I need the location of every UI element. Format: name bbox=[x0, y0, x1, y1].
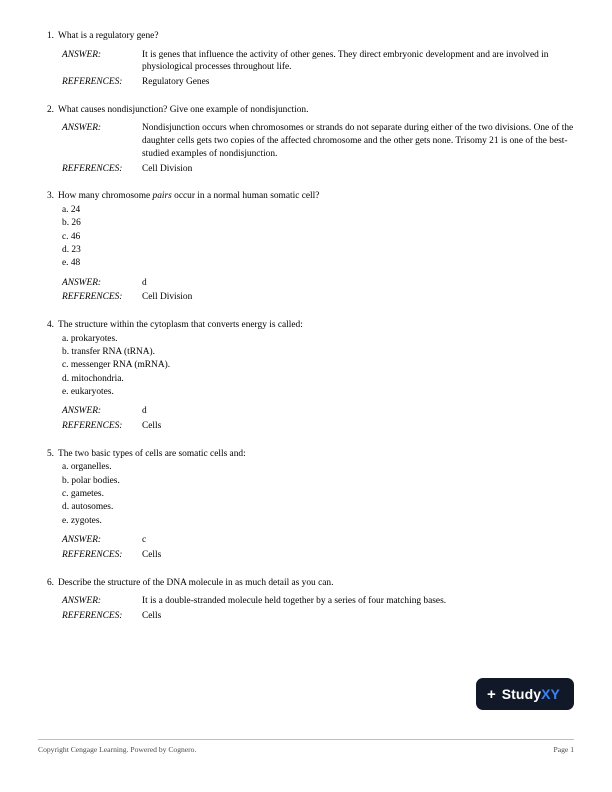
references-row bbox=[42, 163, 574, 176]
question-line bbox=[42, 577, 574, 590]
references-label: REFERENCES: bbox=[62, 421, 123, 432]
studyxy-logo bbox=[476, 678, 574, 710]
question-text: The structure within the cytoplasm that converts energy is called: bbox=[58, 319, 303, 330]
question-number: 4. bbox=[46, 319, 54, 330]
answer-row bbox=[42, 122, 574, 160]
choice-item[interactable]: e. eukaryotes. bbox=[62, 387, 114, 398]
choice-item[interactable]: b. transfer RNA (tRNA). bbox=[62, 347, 155, 357]
answer-value: c bbox=[142, 535, 147, 546]
question-line bbox=[42, 190, 574, 203]
choice-item[interactable]: b. polar bodies. bbox=[62, 475, 120, 486]
logo-wordmark bbox=[502, 686, 560, 702]
logo-name: Study bbox=[501, 686, 542, 702]
page-footer bbox=[38, 745, 574, 754]
choice-item[interactable]: c. 46 bbox=[62, 231, 81, 242]
choice-list bbox=[42, 204, 574, 271]
answer-value: It is a double-stranded molecule held together by a series of four matching bases. bbox=[142, 596, 447, 607]
question-block bbox=[42, 319, 574, 433]
answer-label: ANSWER: bbox=[62, 123, 102, 134]
question-block bbox=[42, 448, 574, 562]
footer-copyright: Copyright Cengage Learning. Powered by Cognero. bbox=[38, 745, 197, 754]
choice-item[interactable]: a. organelles. bbox=[62, 462, 112, 473]
answer-row bbox=[42, 534, 574, 547]
question-number: 2. bbox=[46, 104, 54, 115]
references-value: Cells bbox=[142, 610, 162, 621]
question-number: 1. bbox=[46, 31, 54, 41]
footer-divider bbox=[38, 739, 574, 740]
references-label: REFERENCES: bbox=[62, 292, 123, 303]
choice-item[interactable]: e. zygotes. bbox=[62, 515, 102, 526]
question-number: 3. bbox=[46, 191, 54, 202]
choice-item[interactable]: c. messenger RNA (mRNA). bbox=[62, 360, 171, 371]
references-label: REFERENCES: bbox=[62, 549, 123, 560]
question-number: 5. bbox=[46, 448, 54, 459]
references-row bbox=[42, 610, 574, 623]
question-line bbox=[42, 319, 574, 332]
answer-label: ANSWER: bbox=[62, 596, 102, 607]
question-block bbox=[42, 577, 574, 623]
references-row bbox=[42, 291, 574, 304]
question-text-post: occur in a normal human somatic cell? bbox=[171, 191, 320, 202]
references-row bbox=[42, 549, 574, 562]
answer-row bbox=[42, 277, 574, 290]
choice-item[interactable]: e. 48 bbox=[62, 258, 81, 269]
choice-item[interactable]: d. mitochondria. bbox=[62, 373, 124, 384]
choice-item[interactable]: b. 26 bbox=[62, 218, 81, 229]
answer-value: It is genes that influence the activity of other genes. They direct embryonic development and are involved in physiological processes throughout life. bbox=[142, 49, 549, 73]
question-number: 6. bbox=[46, 577, 54, 588]
choice-item[interactable]: a. 24 bbox=[62, 204, 81, 215]
answer-value: d bbox=[142, 277, 147, 288]
answer-label: ANSWER: bbox=[62, 535, 102, 546]
choice-item[interactable]: c. gametes. bbox=[62, 489, 104, 500]
plus-icon: + bbox=[486, 685, 496, 703]
question-text: The two basic types of cells are somatic cells and: bbox=[58, 448, 246, 459]
answer-label: ANSWER: bbox=[62, 277, 102, 288]
choice-list bbox=[42, 461, 574, 528]
references-label: REFERENCES: bbox=[62, 77, 123, 88]
question-block bbox=[42, 30, 574, 89]
question-text bbox=[58, 190, 574, 203]
references-row bbox=[42, 420, 574, 433]
answer-value: Nondisjunction occurs when chromosomes or strands do not separate during either of the two divisions. One of the daughter cells gets two copies of the affected chromosome and the other gets none. Trisomy 21 is one of the best-studied examples of nondisjunction. bbox=[142, 123, 574, 159]
question-line bbox=[42, 30, 574, 43]
answer-label: ANSWER: bbox=[62, 406, 102, 417]
choice-item[interactable]: a. prokaryotes. bbox=[62, 333, 118, 344]
document-content bbox=[42, 30, 574, 630]
answer-row bbox=[42, 49, 574, 74]
question-text: What is a regulatory gene? bbox=[58, 31, 159, 41]
question-text: What causes nondisjunction? Give one example of nondisjunction. bbox=[58, 104, 309, 115]
references-value: Cell Division bbox=[142, 292, 193, 303]
answer-row bbox=[42, 595, 574, 608]
references-row bbox=[42, 76, 574, 89]
question-block bbox=[42, 190, 574, 304]
references-value: Cells bbox=[142, 549, 162, 560]
question-line bbox=[42, 448, 574, 461]
choice-list bbox=[42, 333, 574, 400]
references-label: REFERENCES: bbox=[62, 163, 123, 174]
choice-item[interactable]: d. 23 bbox=[62, 244, 81, 255]
choice-item[interactable]: d. autosomes. bbox=[62, 502, 114, 513]
answer-row bbox=[42, 405, 574, 418]
references-label: REFERENCES: bbox=[62, 610, 123, 621]
footer-page-number: Page 1 bbox=[553, 745, 574, 754]
question-line bbox=[42, 104, 574, 117]
references-value: Cells bbox=[142, 421, 162, 432]
question-text-emphasis: pairs bbox=[152, 191, 172, 202]
question-text-pre: How many chromosome bbox=[58, 191, 153, 202]
answer-value: d bbox=[142, 406, 147, 417]
answer-label: ANSWER: bbox=[62, 49, 102, 60]
logo-suffix: XY bbox=[541, 686, 560, 702]
question-text: Describe the structure of the DNA molecule in as much detail as you can. bbox=[58, 577, 334, 588]
question-block bbox=[42, 104, 574, 175]
references-value: Cell Division bbox=[142, 163, 193, 174]
references-value: Regulatory Genes bbox=[142, 77, 210, 88]
